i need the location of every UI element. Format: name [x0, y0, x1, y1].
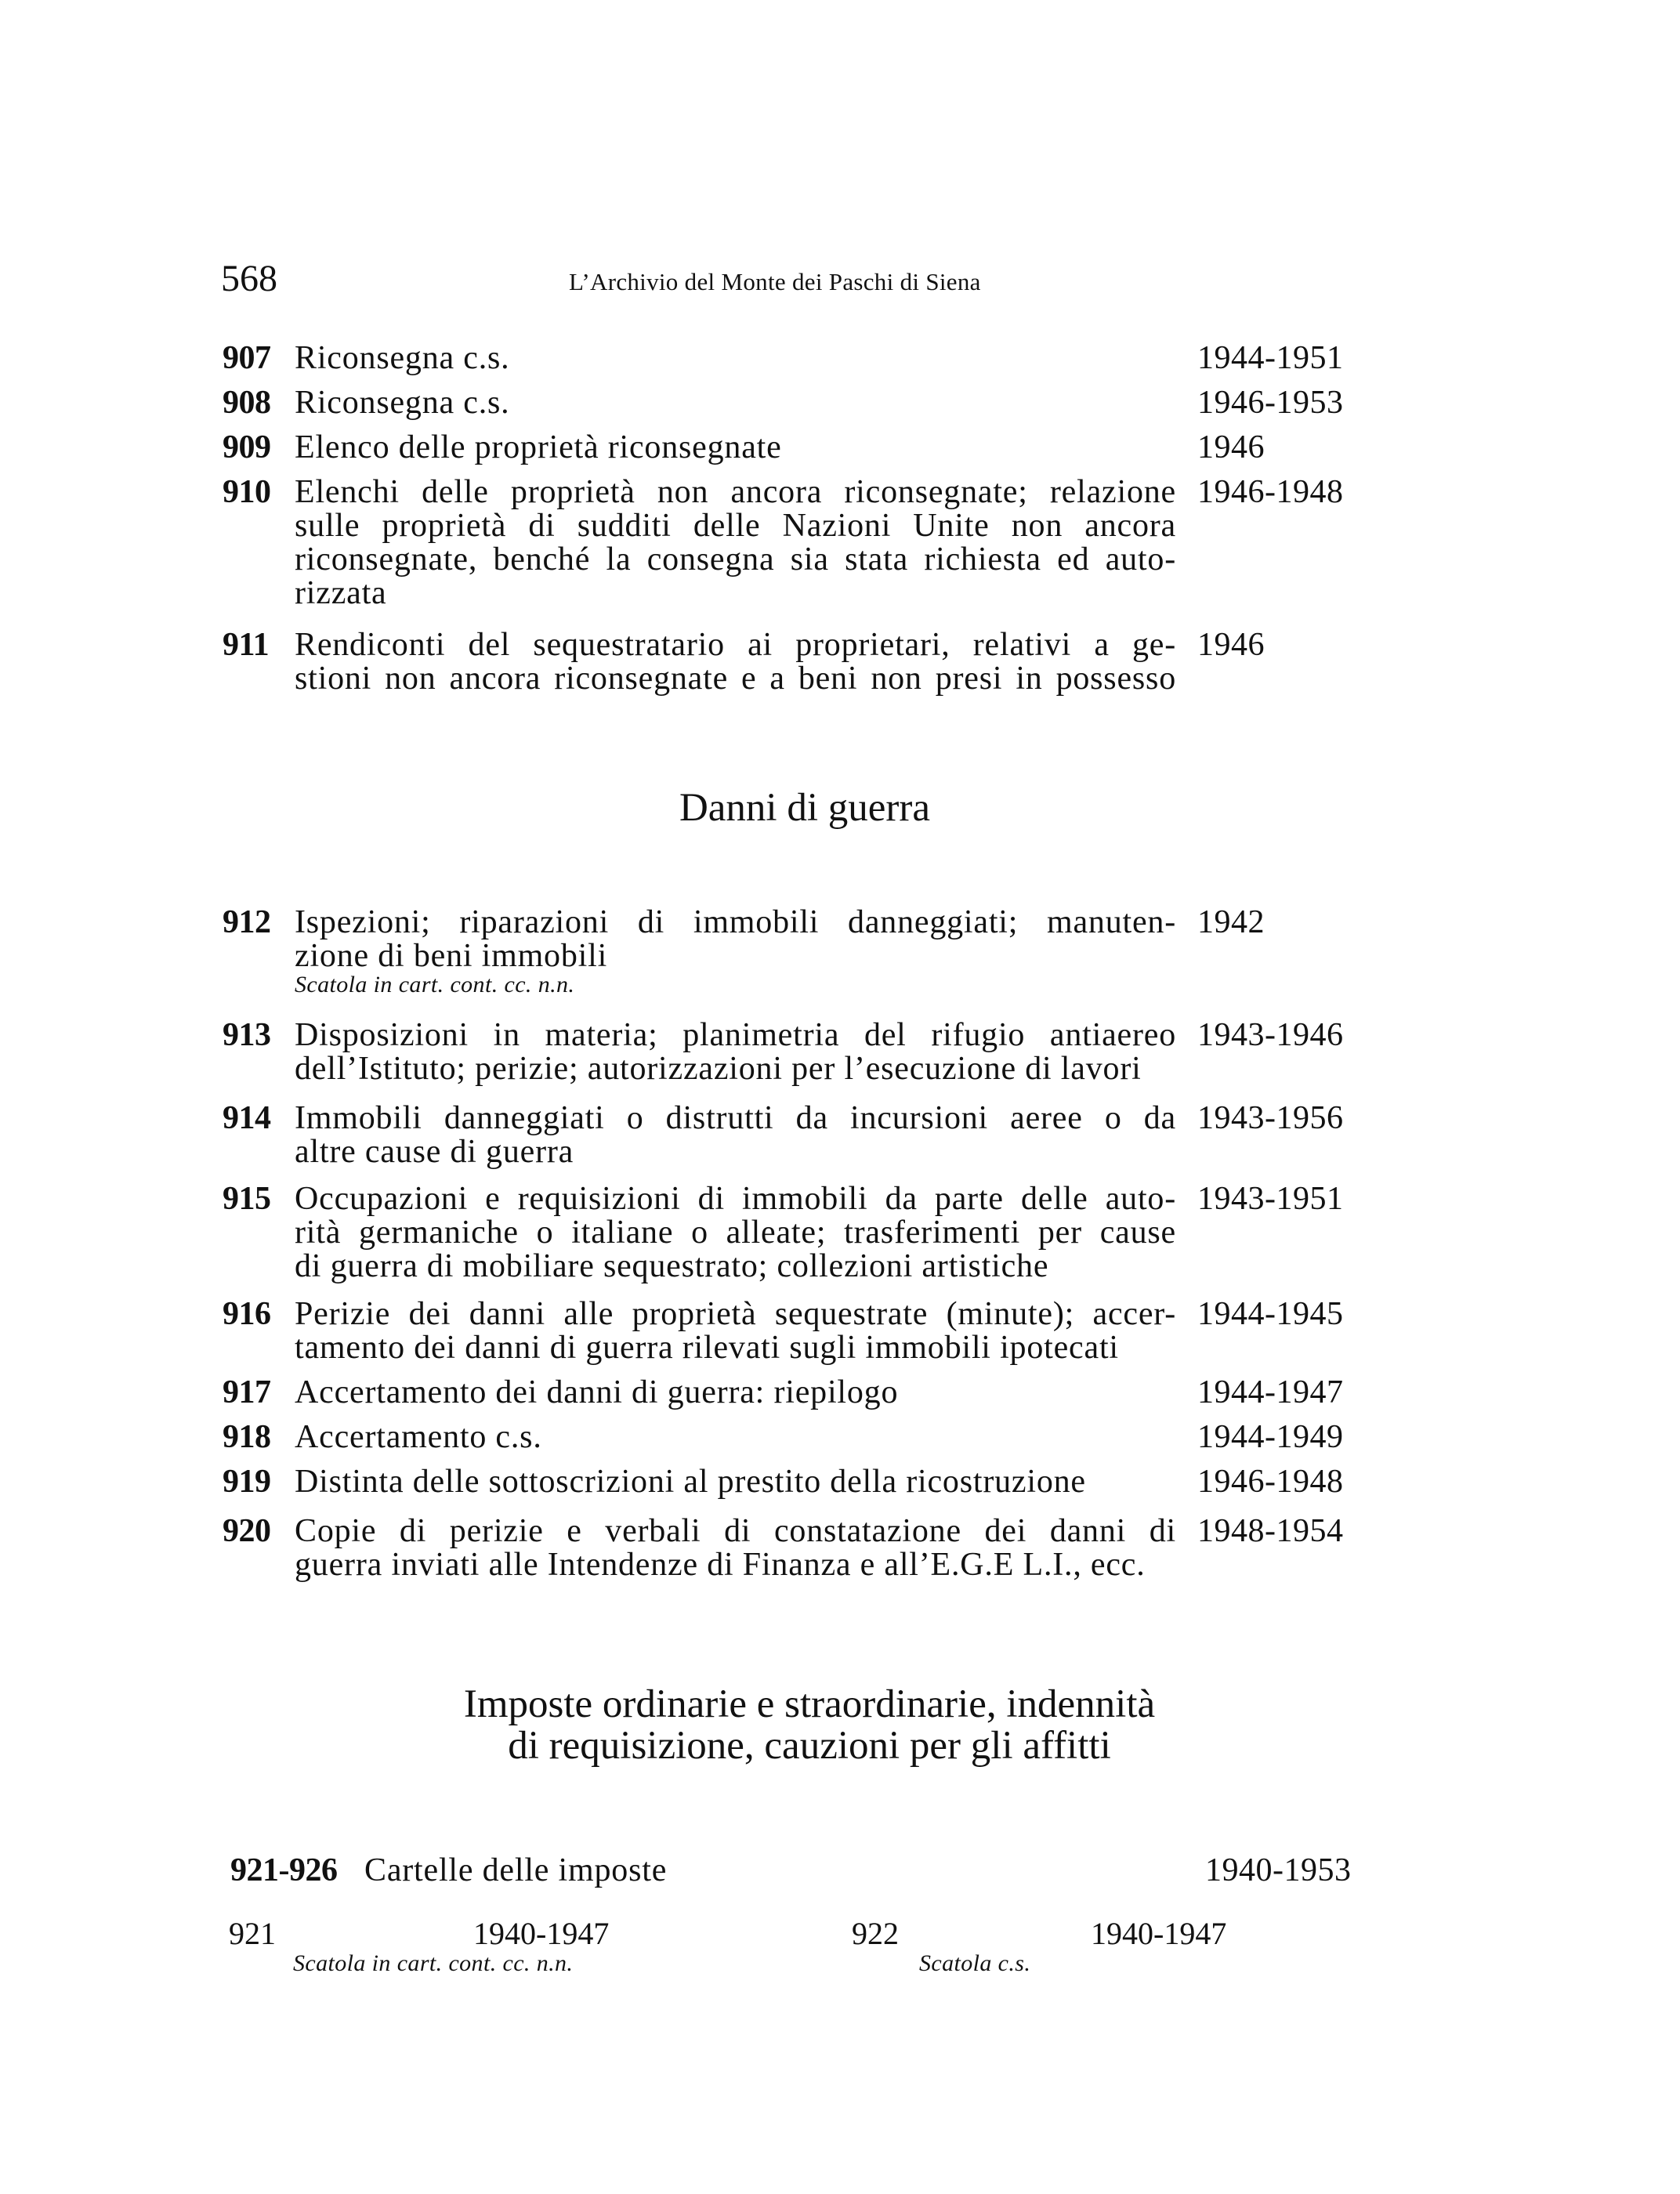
entry-date: 1946 — [1197, 429, 1265, 465]
entry-line: guerra inviati alle Intendenze di Finanza e all’E.G.E L.I., ecc. — [295, 1547, 1146, 1583]
entry-line: Distinta delle sottoscrizioni al prestito della ricostruzione — [295, 1464, 1086, 1500]
entry-line: tamento dei danni di guerra rilevati sugli immobili ipotecati — [295, 1330, 1119, 1366]
entry-number: 911 — [223, 627, 270, 663]
entry-number: 907 — [223, 340, 271, 376]
entry-line: di guerra di mobiliare sequestrato; collezioni artistiche — [295, 1248, 1049, 1284]
entry-line: riconsegnate, benché la consegna sia stata richiesta ed auto- — [295, 541, 1176, 577]
entry-description — [295, 386, 1176, 420]
entry-description — [295, 342, 1176, 375]
entry-line: sulle proprietà di sudditi delle Nazioni Unite non ancora — [295, 508, 1176, 544]
entry-number: 910 — [223, 474, 271, 510]
entry-date: 1944-1945 — [1197, 1296, 1344, 1332]
entry-date: 1944-1947 — [1197, 1374, 1344, 1410]
entry-date: 1944-1951 — [1197, 340, 1344, 376]
range-date: 1940-1953 — [1205, 1852, 1352, 1888]
entry-line: Accertamento c.s. — [295, 1419, 542, 1455]
entry-description — [295, 906, 1176, 1001]
entry-line: altre cause di guerra — [295, 1134, 574, 1170]
entry-line: rizzata — [295, 575, 387, 611]
entry-number: 916 — [223, 1296, 271, 1332]
entry-date: 1946 — [1197, 627, 1265, 663]
entry-description — [295, 1465, 1176, 1499]
entry-line: Ispezioni; riparazioni di immobili danneggiati; manuten- — [295, 904, 1176, 940]
entry-line: zione di beni immobili — [295, 938, 608, 974]
entry-description — [295, 1019, 1176, 1086]
entry-line: stioni non ancora riconsegnate e a beni non presi in possesso — [295, 661, 1176, 697]
entry-line: Rendiconti del sequestratario ai proprietari, relativi a ge- — [295, 627, 1176, 663]
entry-description — [295, 1298, 1176, 1365]
entry-number: 917 — [223, 1374, 271, 1410]
entry-description — [295, 1182, 1176, 1283]
entry-line: Disposizioni in materia; planimetria del rifugio antiaereo — [295, 1017, 1176, 1053]
entry-line: Riconsegna c.s. — [295, 340, 510, 376]
entry-number: 914 — [223, 1100, 271, 1136]
entry-line: rità germaniche o italiane o alleate; trasferimenti per cause — [295, 1215, 1176, 1251]
entry-description — [295, 1102, 1176, 1169]
entry-description — [295, 628, 1176, 696]
entry-line: Elenchi delle proprietà non ancora riconsegnate; relazione — [295, 474, 1176, 510]
entry-date: 1946-1948 — [1197, 474, 1344, 510]
section-heading-line: Imposte ordinarie e straordinarie, indennità — [463, 1682, 1156, 1726]
entry-description — [295, 1376, 1176, 1410]
entry-description — [295, 476, 1176, 610]
unit-date: 1940-1947 — [473, 1916, 610, 1951]
entry-number: 909 — [223, 429, 271, 465]
entry-date: 1943-1956 — [1197, 1100, 1344, 1136]
entry-line: Accertamento dei danni di guerra: riepilogo — [295, 1374, 899, 1410]
entry-date: 1943-1946 — [1197, 1017, 1344, 1053]
entry-number: 908 — [223, 385, 271, 421]
entry-line: Perizie dei danni alle proprietà sequestrate (minute); accer- — [295, 1296, 1176, 1332]
range-number: 921-926 — [230, 1852, 338, 1888]
entry-line: Riconsegna c.s. — [295, 385, 510, 421]
entry-date: 1944-1949 — [1197, 1419, 1344, 1455]
unit-note: Scatola in cart. cont. cc. n.n. — [293, 1950, 574, 1976]
entry-number: 913 — [223, 1017, 271, 1053]
unit-number: 921 — [229, 1916, 276, 1951]
entry-date: 1946-1953 — [1197, 385, 1344, 421]
entry-date: 1943-1951 — [1197, 1181, 1344, 1217]
page-number: 568 — [221, 258, 277, 299]
entry-description — [295, 1515, 1176, 1582]
entry-date: 1942 — [1197, 904, 1265, 940]
entry-line: dell’Istituto; perizie; autorizzazioni per l’esecuzione di lavori — [295, 1051, 1142, 1087]
entry-line: Occupazioni e requisizioni di immobili da parte delle auto- — [295, 1181, 1176, 1217]
range-description: Cartelle delle imposte — [364, 1852, 668, 1888]
entry-number: 915 — [223, 1181, 271, 1217]
running-title: L’Archivio del Monte dei Paschi di Siena — [569, 268, 981, 295]
section-heading-line: di requisizione, cauzioni per gli affitti — [508, 1724, 1111, 1768]
entry-line: Elenco delle proprietà riconsegnate — [295, 429, 782, 465]
unit-number: 922 — [852, 1916, 899, 1951]
entry-number: 912 — [223, 904, 271, 940]
entry-date: 1948-1954 — [1197, 1513, 1344, 1549]
entry-number: 918 — [223, 1419, 271, 1455]
entry-date: 1946-1948 — [1197, 1464, 1344, 1500]
entry-number: 920 — [223, 1513, 271, 1549]
unit-note: Scatola c.s. — [919, 1950, 1031, 1976]
section-heading: Danni di guerra — [679, 786, 931, 830]
container-note: Scatola in cart. cont. cc. n.n. — [295, 972, 575, 997]
entry-line: Immobili danneggiati o distrutti da incursioni aeree o da — [295, 1100, 1176, 1136]
unit-date: 1940-1947 — [1091, 1916, 1227, 1951]
entry-description — [295, 1421, 1176, 1454]
entry-description — [295, 431, 1176, 465]
entry-number: 919 — [223, 1464, 271, 1500]
entry-line: Copie di perizie e verbali di constatazione dei danni di — [295, 1513, 1176, 1549]
